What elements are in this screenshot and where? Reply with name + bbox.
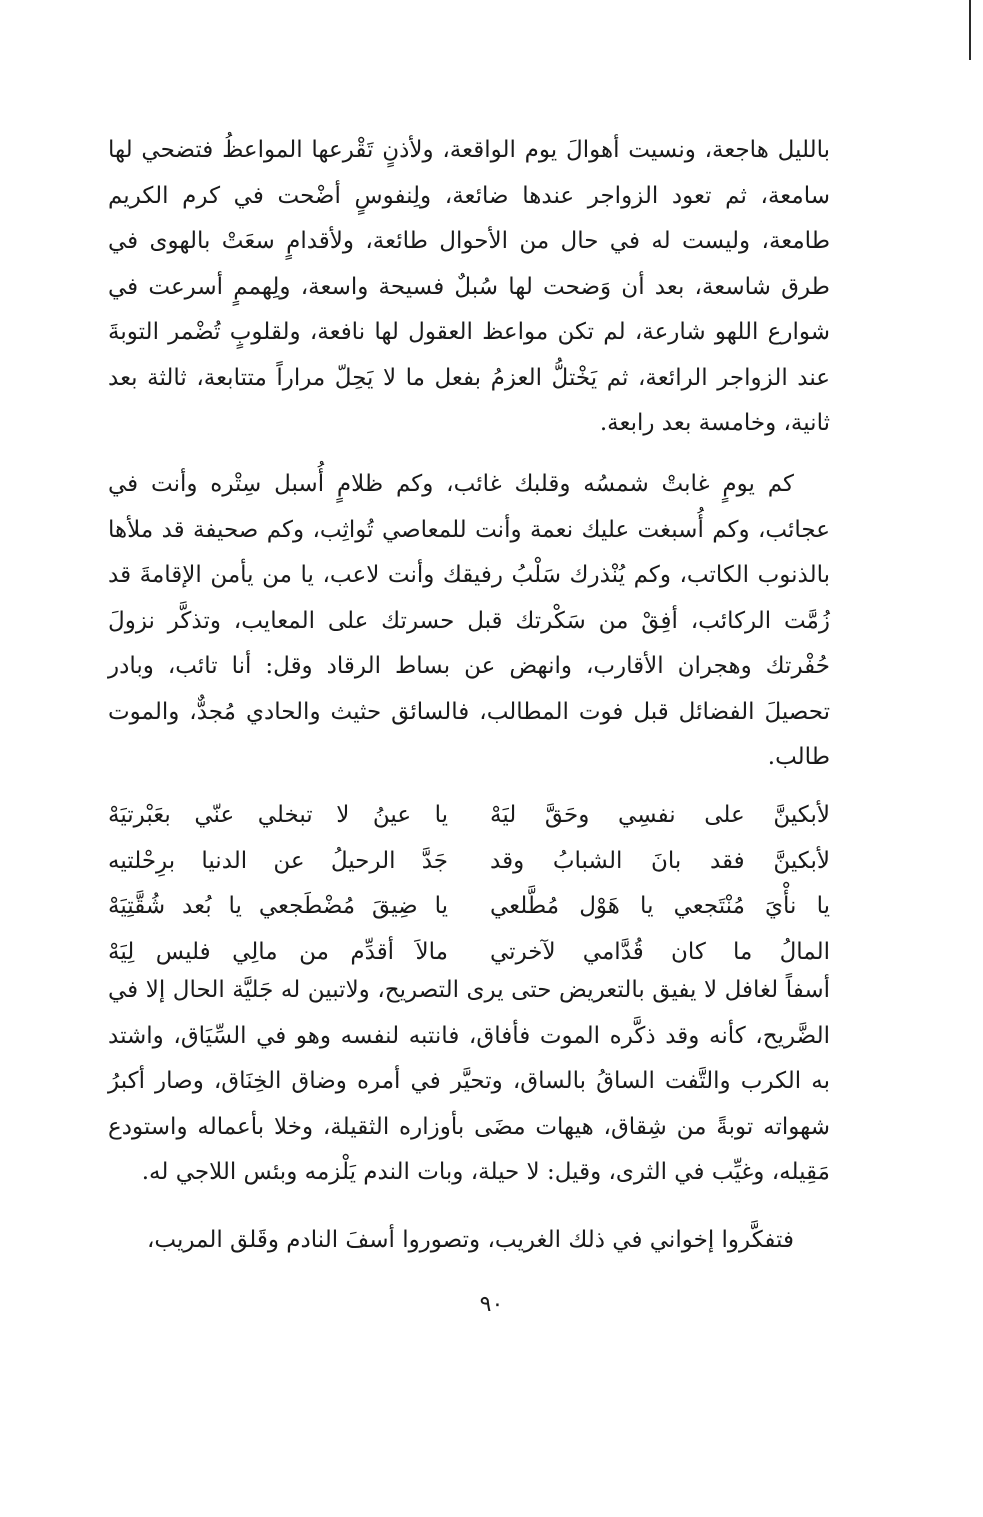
paragraph-2: [108, 462, 830, 781]
paragraph-text: كم يومٍ غابتْ شمسُه وقلبك غائب، وكم ظلامٍ أُسبل سِتْره وأنت في عجائب، وكم أُسبغت عليك نعمة وأنت للمعاصي تُواثِب، وكم صحيفة قد ملأها بالذنوب الكاتب، وكم يُنْذرك سَلْبُ رفيقك وأنت لاعب، يا من يأمن الإقامةَ قد زُمَّت الركائب، أفِقْ من سَكْرتك قبل حسرتك على المعايب، وتذكَّر نزولَ حُفْرتك وهجران الأقارب، وانهض عن بساط الرقاد وقل: أنا تائب، وبادر تحصيلَ الفضائل قبل فوت المطالب، فالسائق حثيث والحادي مُجدٌّ، والموت طالب.: [108, 471, 830, 770]
verse-first-hemistich: يا نأْيَ مُنْتَجعي يا هَوْل مُطَّلعي: [490, 893, 830, 919]
paragraph-text: بالليل هاجعة، ونسيت أهوالَ يوم الواقعة، ولأذنٍ تَقْرعها المواعظُ فتضحي لها سامعة، ثم تعود الزواجر عندها ضائعة، ولِنفوسٍ أضْحت في كرم الكريم طامعة، وليست له في حال من الأحوال طائعة، ولأقدامٍ سعَتْ بالهوى في طرق شاسعة، بعد أن وَضحت لها سُبلٌ فسيحة واسعة، ولِهممٍ أسرعت في شوارع اللهو شارعة، لم تكن مواعظ العقول لها نافعة، ولقلوبٍ تُضْمر التوبةَ عند الزواجر الرائعة، ثم يَخْتلُّ العزمُ بفعل ما لا يَحِلّ مراراً متتابعة، ثالثة بعد ثانية، وخامسة بعد رابعة.: [108, 137, 830, 436]
paragraph-4: [108, 1218, 830, 1264]
verse-first-hemistich: المالُ ما كان قُدَّامي لآخرتي: [490, 938, 830, 965]
verse-second-hemistich: جَدَّ الرحيلُ عن الدنيا برِحْلتيه: [108, 847, 448, 874]
paragraph-1: [108, 128, 830, 447]
poem-verse: [108, 839, 830, 885]
verse-first-hemistich: لأبكينَّ فقد بانَ الشبابُ وقد: [490, 847, 830, 874]
page-number: ٩٠: [479, 1292, 504, 1317]
paragraph-text: أسفاً لغافل لا يفيق بالتعريض حتى يرى التصريح، ولاتبين له جَليَّة الحال إلا في الضَّريح، كأنه وقد ذكَّره الموت فأفاق، فانتبه لنفسه وهو في السِّيَاق، واشتد به الكرب والتَّفت الساقُ بالساق، وتحيَّر في أمره وضاق الخِنَاق، وصار أكبرُ شهواته توبةً من شِقاق، هيهات مضَى بأوزاره الثقيلة، وخلا بأعماله واستودع مَقِيله، وغيِّب في الثرى، وقيل: لا حيلة، وبات الندم يَلْزمه وبئس اللاجي له.: [108, 977, 830, 1185]
verse-first-hemistich: لأبكينَّ على نفسِي وحَقَّ ليَهْ: [490, 802, 830, 828]
poem-verse: [108, 793, 830, 839]
paragraph-text: فتفكَّروا إخواني في ذلك الغريب، وتصوروا أسفَ النادم وقَلق المريب،: [146, 1227, 794, 1253]
poem: [108, 793, 830, 975]
poem-verse: [108, 884, 830, 930]
verse-second-hemistich: يا ضِيقَ مُضْطَجعي يا بُعد شُقَّتِيَهْ: [108, 893, 448, 919]
paragraph-3: [108, 968, 830, 1196]
verse-second-hemistich: مالاَ أقدِّم من مالِي فليس لِيَهْ: [108, 938, 448, 965]
scan-edge-line: [969, 0, 971, 60]
verse-second-hemistich: يا عينُ لا تبخلي عنّي بعَبْرتيَهْ: [108, 802, 448, 828]
